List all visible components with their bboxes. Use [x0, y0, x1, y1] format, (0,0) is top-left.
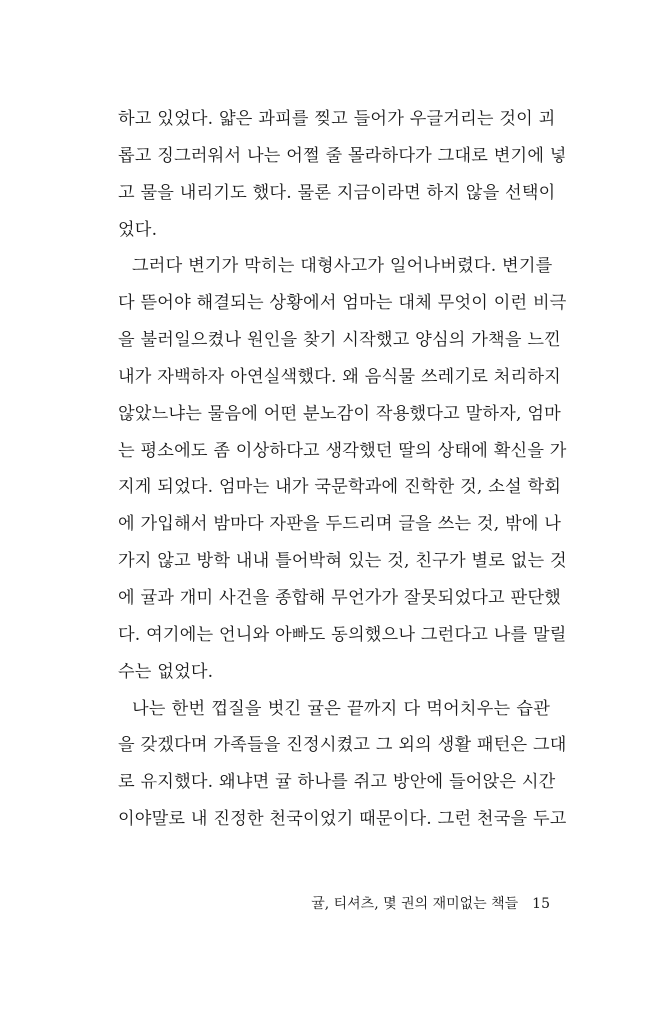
text-line: 나는 한번 껍질을 벗긴 귤은 끝까지 다 먹어치우는 습관: [132, 698, 550, 719]
text-line: 이야말로 내 진정한 천국이었기 때문이다. 그런 천국을 두고: [118, 809, 567, 830]
page-body: [118, 101, 567, 838]
paragraph-2: [118, 248, 567, 690]
text-line: 않았느냐는 물음에 어떤 분노감이 작용했다고 말하자, 엄마: [118, 403, 561, 424]
text-line: 고 물을 내리기도 했다. 물론 지금이라면 하지 않을 선택이: [118, 182, 556, 203]
page-footer: [311, 893, 550, 913]
text-line: 가지 않고 방학 내내 틀어박혀 있는 것, 친구가 별로 없는 것: [118, 551, 567, 572]
text-line: 는 평소에도 좀 이상하다고 생각했던 딸의 상태에 확신을 가: [118, 440, 567, 461]
text-line: 그러다 변기가 막히는 대형사고가 일어나버렸다. 변기를: [132, 256, 553, 277]
text-line: 을 불러일으켰나 원인을 찾기 시작했고 양심의 가책을 느낀: [118, 330, 561, 351]
text-line: 지게 되었다. 엄마는 내가 국문학과에 진학한 것, 소설 학회: [118, 477, 562, 498]
running-title: 귤, 티셔츠, 몇 권의 재미없는 책들: [311, 896, 519, 912]
text-line: 다 뜯어야 해결되는 상황에서 엄마는 대체 무엇이 이런 비극: [118, 293, 567, 314]
text-line: 수는 없었다.: [118, 661, 214, 682]
page-number: 15: [532, 896, 550, 912]
text-line: 로 유지했다. 왜냐면 귤 하나를 쥐고 방안에 들어앉은 시간: [118, 772, 556, 793]
paragraph-3: [118, 691, 567, 838]
text-line: 롭고 징그러워서 나는 어쩔 줄 몰라하다가 그대로 변기에 넣: [118, 145, 567, 166]
text-line: 었다.: [118, 219, 158, 240]
text-line: 내가 자백하자 아연실색했다. 왜 음식물 쓰레기로 처리하지: [118, 366, 561, 387]
paragraph-1: [118, 101, 567, 248]
text-line: 을 갖겠다며 가족들을 진정시켰고 그 외의 생활 패턴은 그대: [118, 735, 567, 756]
text-line: 하고 있었다. 얇은 과피를 찢고 들어가 우글거리는 것이 괴: [118, 109, 556, 129]
text-line: 에 가입해서 밤마다 자판을 두드리며 글을 쓰는 것, 밖에 나: [118, 514, 562, 535]
text-line: 에 귤과 개미 사건을 종합해 무언가가 잘못되었다고 판단했: [118, 587, 561, 608]
text-line: 다. 여기에는 언니와 아빠도 동의했으나 그런다고 나를 말릴: [118, 624, 567, 645]
